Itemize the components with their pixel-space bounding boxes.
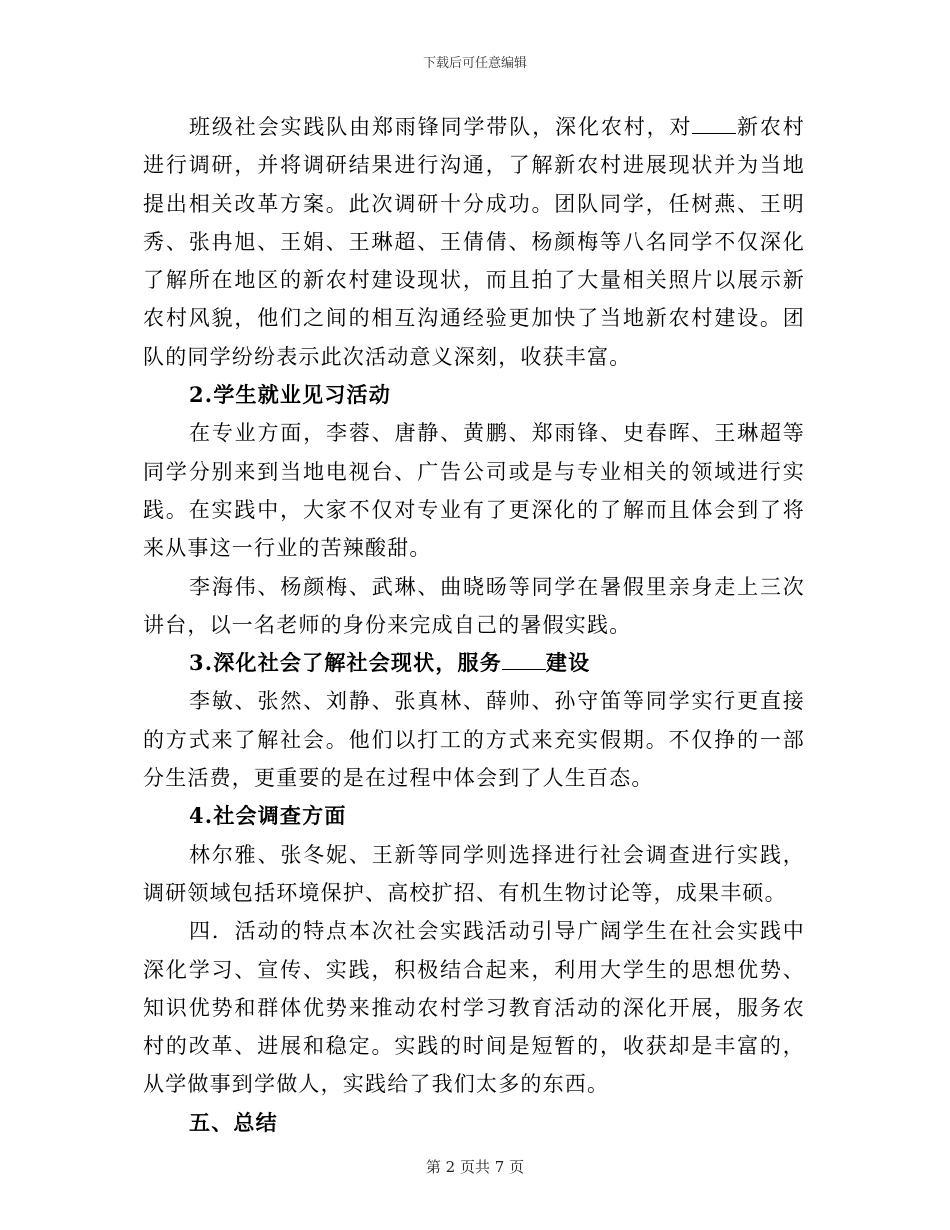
section-heading-4: 4.社会调查方面 bbox=[189, 803, 347, 829]
heading-text: 建设 bbox=[545, 650, 591, 676]
page-footer: 第 2 页共 7 页 bbox=[425, 1158, 525, 1176]
paragraph-internship: 在专业方面，李蓉、唐静、黄鹏、郑雨锋、史春晖、王琳超等同学分别来到当地电视台、广告公司或是与专业相关的领域进行实践。在实践中，大家不仅对专业有了更深化的了解而且体会到了将来从事这一行业的苦辣酸甜。 bbox=[143, 421, 805, 561]
paragraph-social-survey: 林尔雅、张冬妮、王新等同学则选择进行社会调查进行实践，调研领域包括环境保护、高校扩招、有机生物讨论等，成果丰硕。 bbox=[143, 842, 805, 905]
paragraph-teaching: 李海伟、杨颜梅、武琳、曲晓旸等同学在暑假里亲身走上三次讲台，以一名老师的身份来完成自己的暑假实践。 bbox=[143, 574, 805, 637]
page-header: 下载后可任意编辑 bbox=[422, 56, 527, 71]
heading-text: 3.深化社会了解社会现状，服务 bbox=[189, 650, 502, 676]
document-body bbox=[143, 108, 805, 1142]
section-heading-summary: 五、总结 bbox=[189, 1109, 278, 1135]
blank-underline bbox=[502, 651, 546, 670]
section-heading-3 bbox=[143, 644, 805, 682]
paragraph-activity-features: 四．活动的特点本次社会实践活动引导广阔学生在社会实践中深化学习、宣传、实践，积极结合起来，利用大学生的思想优势、知识优势和群体优势来推动农村学习教育活动的深化开展，服务农村的改革、进展和稳定。实践的时间是短暂的，收获却是丰富的，从学做事到学做人，实践给了我们太多的东西。 bbox=[143, 919, 805, 1097]
paragraph-text: 新农村进行调研，并将调研结果进行沟通，了解新农村进展现状并为当地提出相关改革方案。此次调研十分成功。团队同学，任树燕、王明秀、张冉旭、王娟、王琳超、王倩倩、杨颜梅等八名同学不仅深化了解所在地区的新农村建设现状，而且拍了大量相关照片以展示新农村风貌，他们之间的相互沟通经验更加快了当地新农村建设。团队的同学纷纷表示此次活动意义深刻，收获丰富。 bbox=[143, 115, 805, 369]
paragraph-text: 班级社会实践队由郑雨锋同学带队，深化农村，对 bbox=[189, 115, 693, 139]
section-heading-2: 2.学生就业见习活动 bbox=[189, 382, 391, 408]
blank-underline bbox=[692, 115, 736, 134]
paragraph-part-time-work: 李敏、张然、刘静、张真林、薛帅、孙守笛等同学实行更直接的方式来了解社会。他们以打工的方式来充实假期。不仅挣的一部分生活费，更重要的是在过程中体会到了人生百态。 bbox=[143, 689, 805, 791]
paragraph-survey-team bbox=[143, 108, 805, 376]
